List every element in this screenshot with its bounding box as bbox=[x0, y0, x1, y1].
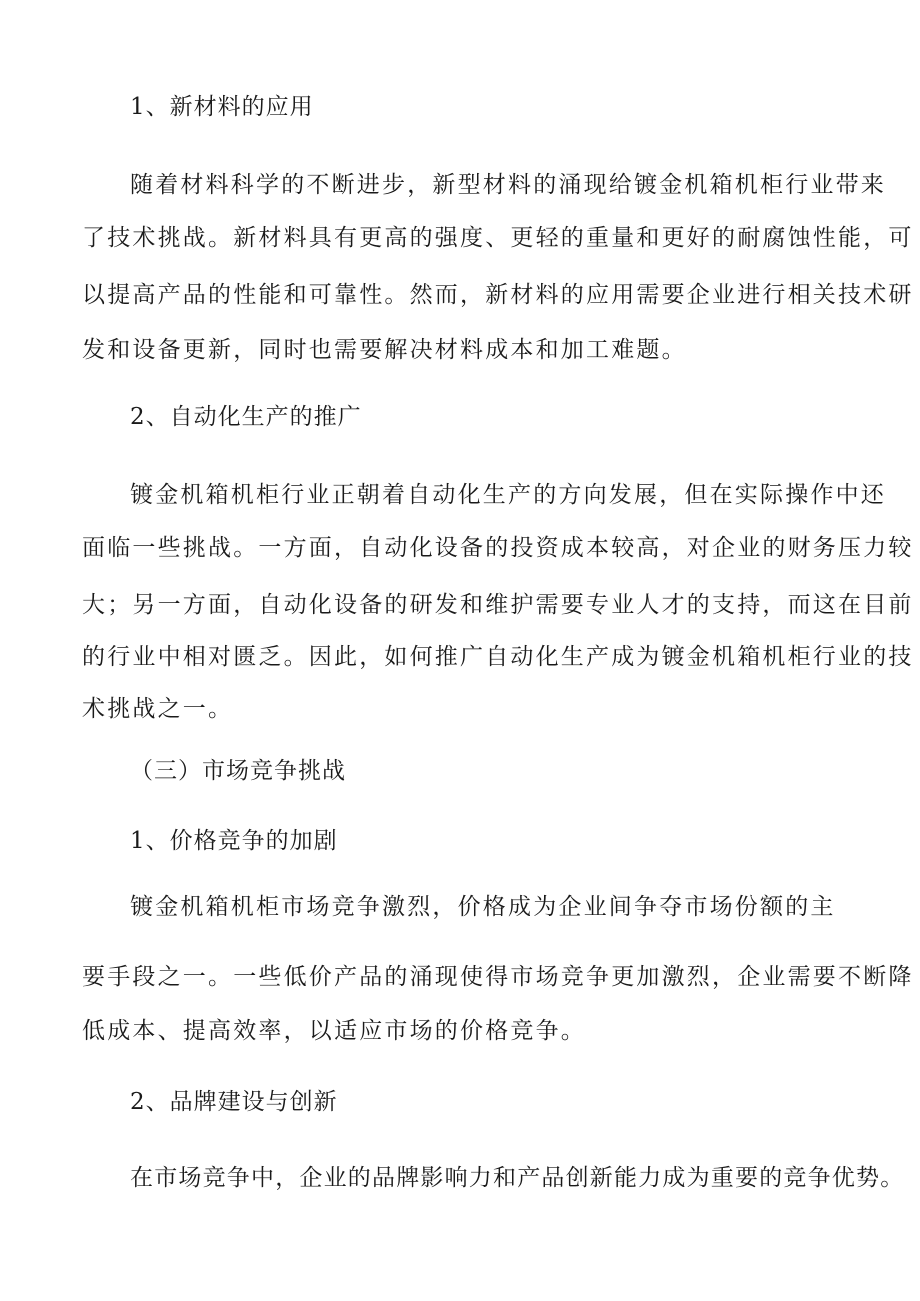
paragraph-line: 了技术挑战。新材料具有更高的强度、更轻的重量和更好的耐腐蚀性能，可 bbox=[82, 225, 914, 251]
paragraph-line: 的行业中相对匮乏。因此，如何推广自动化生产成为镀金机箱机柜行业的技 bbox=[82, 644, 914, 670]
paragraph-line: 术挑战之一。 bbox=[82, 696, 234, 722]
paragraph-line: 随着材料科学的不断进步，新型材料的涌现给镀金机箱机柜行业带来 bbox=[130, 172, 886, 198]
paragraph-line: 要手段之一。一些低价产品的涌现使得市场竞争更加激烈，企业需要不断降 bbox=[82, 964, 914, 990]
heading-new-materials: 1、新材料的应用 bbox=[130, 94, 314, 120]
heading-brand-building: 2、品牌建设与创新 bbox=[130, 1089, 338, 1115]
paragraph-line: 低成本、提高效率，以适应市场的价格竞争。 bbox=[82, 1018, 586, 1044]
paragraph-line: 面临一些挑战。一方面，自动化设备的投资成本较高，对企业的财务压力较 bbox=[82, 535, 914, 561]
heading-price-competition: 1、价格竞争的加剧 bbox=[130, 828, 338, 854]
paragraph-line: 以提高产品的性能和可靠性。然而，新材料的应用需要企业进行相关技术研 bbox=[82, 282, 914, 308]
paragraph-line: 镀金机箱机柜行业正朝着自动化生产的方向发展，但在实际操作中还 bbox=[130, 482, 886, 508]
heading-automation: 2、自动化生产的推广 bbox=[130, 404, 362, 430]
paragraph-line: 大；另一方面，自动化设备的研发和维护需要专业人才的支持，而这在目前 bbox=[82, 592, 914, 618]
paragraph-line: 镀金机箱机柜市场竞争激烈，价格成为企业间争夺市场份额的主 bbox=[130, 894, 836, 920]
paragraph-line: 发和设备更新，同时也需要解决材料成本和加工难题。 bbox=[82, 337, 687, 363]
paragraph-line: 在市场竞争中，企业的品牌影响力和产品创新能力成为重要的竞争优势。 bbox=[130, 1165, 905, 1191]
section-heading-market-competition: （三）市场竞争挑战 bbox=[130, 758, 346, 784]
